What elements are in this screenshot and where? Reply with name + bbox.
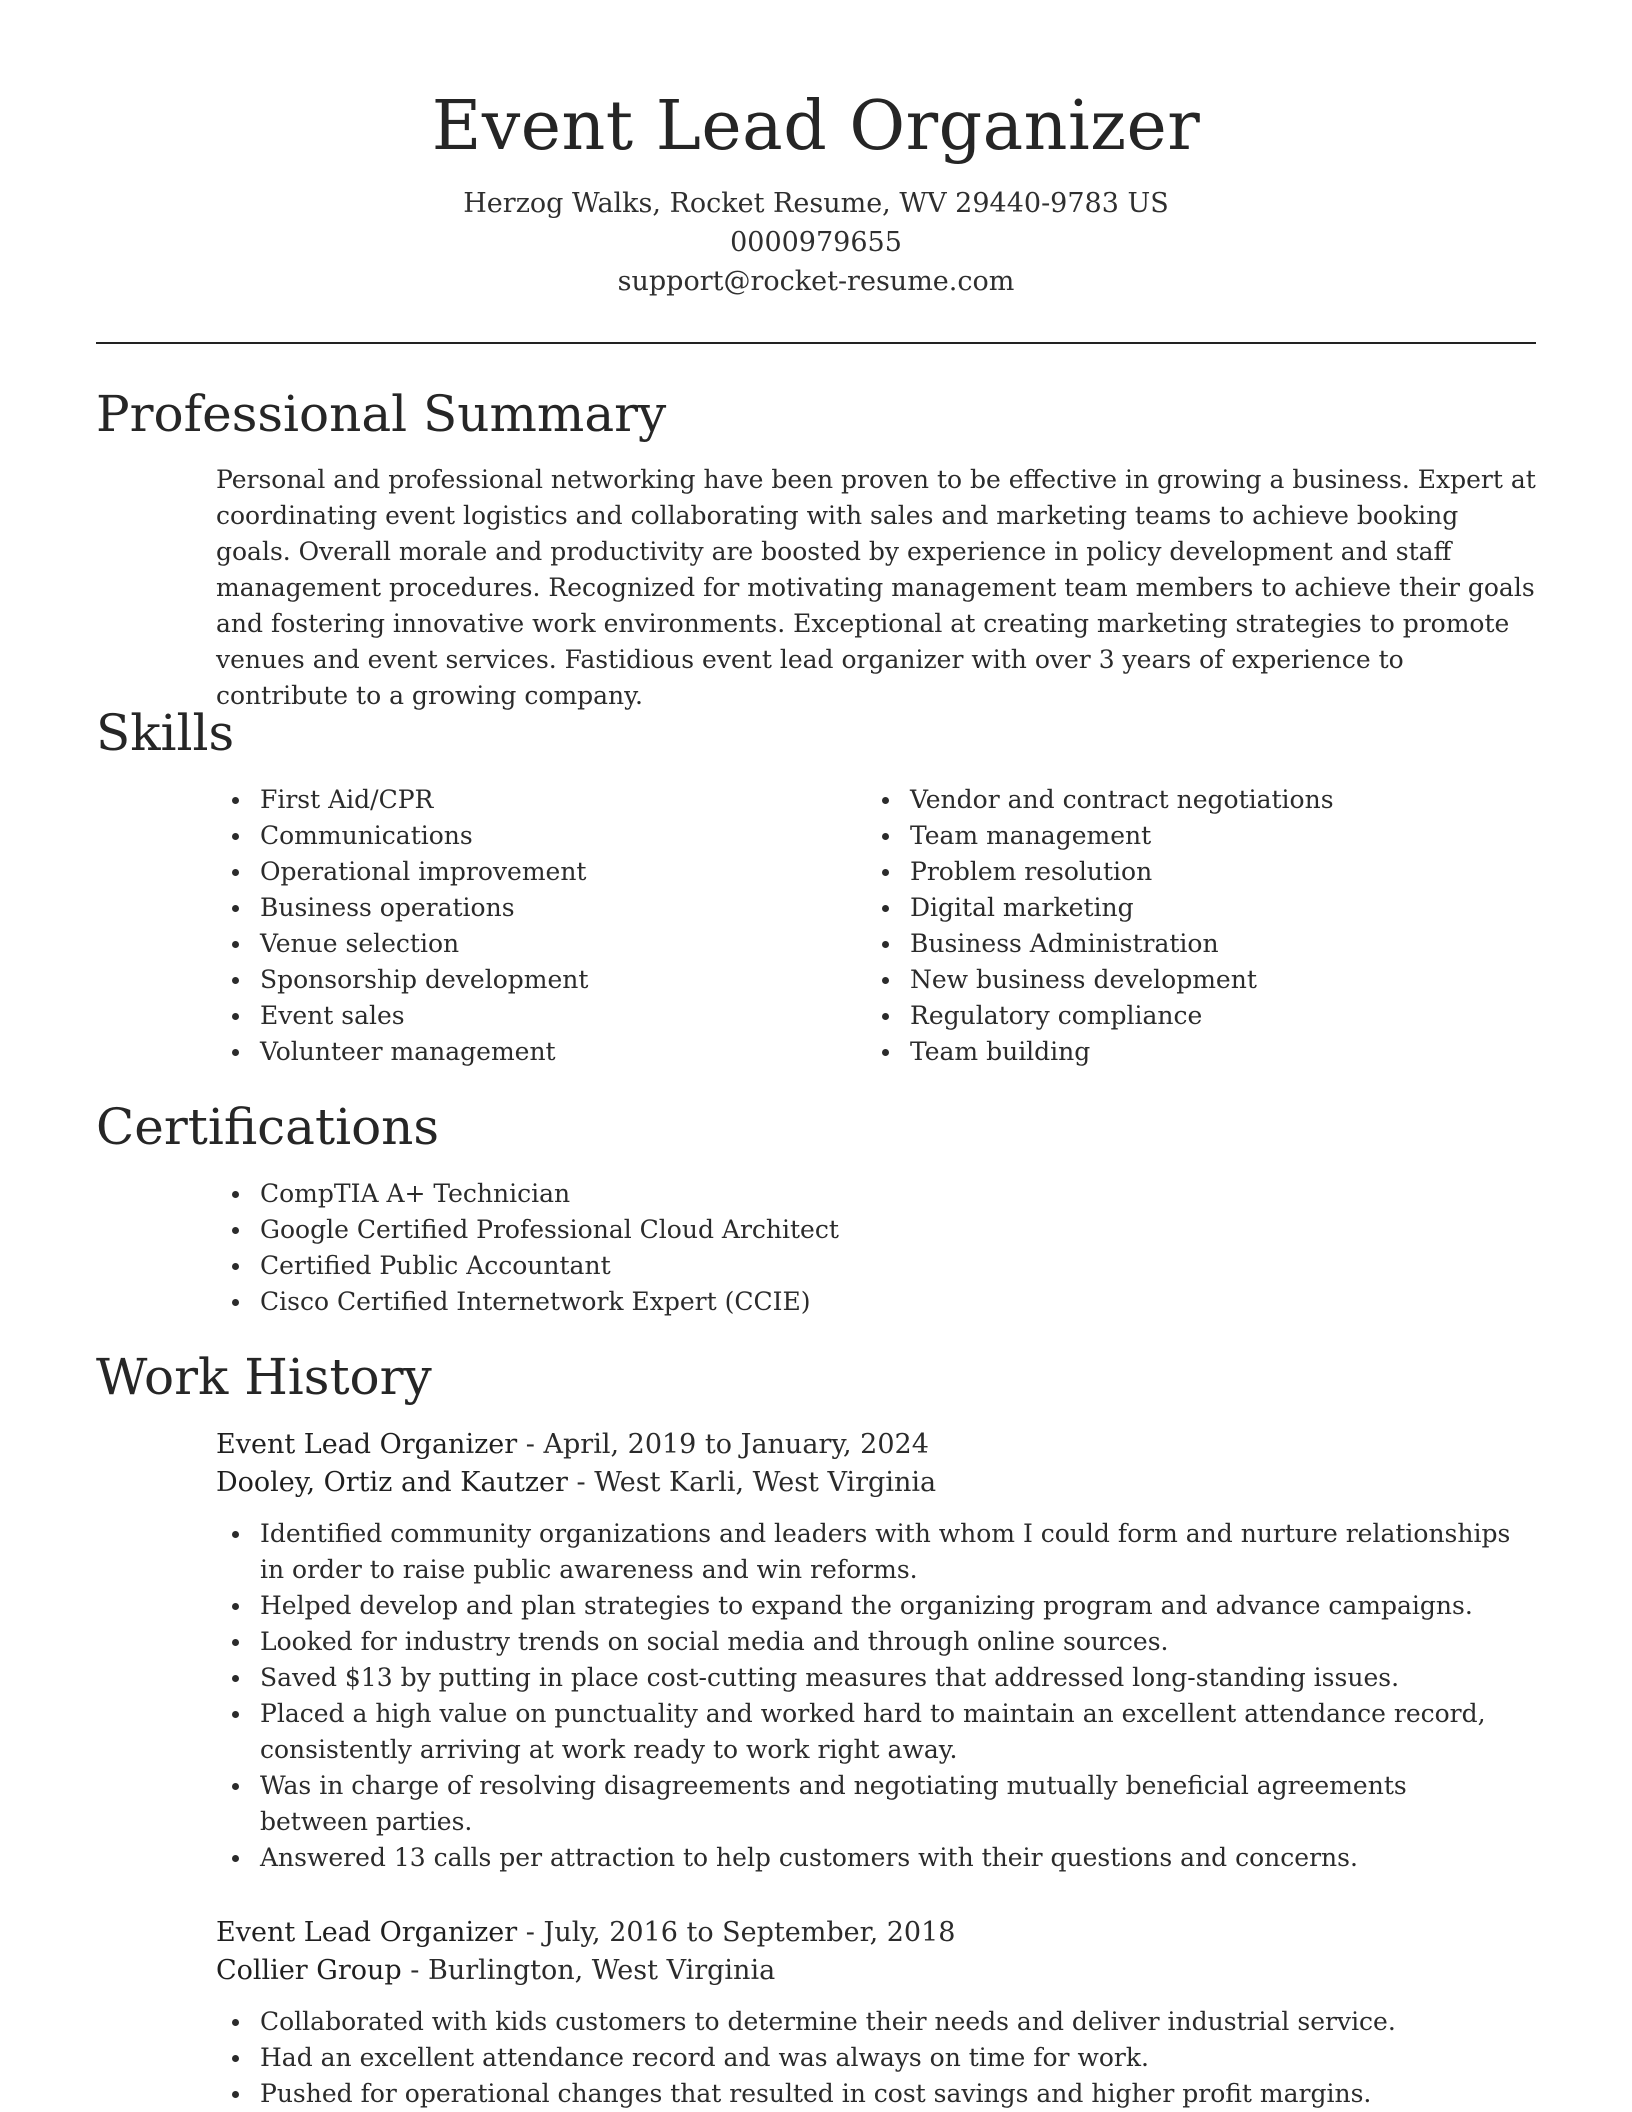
job-duty: Had an excellent attendance record and was always on time for work. xyxy=(216,2040,1516,2076)
skill-item: Digital marketing xyxy=(866,890,1506,926)
job-dates: July, 2016 to September, 2018 xyxy=(543,1917,956,1948)
summary-heading: Professional Summary xyxy=(96,385,667,443)
job-location: Burlington, West Virginia xyxy=(428,1955,776,1986)
skills-list-right xyxy=(866,782,1506,1070)
contact-address: Herzog Walks, Rocket Resume, WV 29440-9783 US xyxy=(463,188,1169,219)
skill-item: Team management xyxy=(866,818,1506,854)
certification-item: Cisco Certified Internetwork Expert (CCIE) xyxy=(216,1284,1516,1320)
summary-text: Personal and professional networking have been proven to be effective in growing a business. Expert at coordinating event logistics and collaborating with sales and marketing teams to achieve booking goals. Overall morale and productivity are boosted by experience in policy development and staff management procedures. Recognized for motivating management team members to achieve their goals and fostering innovative work environments. Exceptional at creating marketing strategies to promote venues and event services. Fastidious event lead organizer with over 3 years of experience to contribute to a growing company. xyxy=(216,465,1536,710)
job-company: Collier Group xyxy=(216,1955,402,1986)
job-role: Event Lead Organizer xyxy=(216,1429,518,1460)
skill-item: Volunteer management xyxy=(216,1034,856,1070)
separator: - xyxy=(525,1429,544,1460)
job-duty: Answered 13 calls per attraction to help customers with their questions and concerns. xyxy=(216,1840,1516,1876)
job-duty: Looked for industry trends on social media and through online sources. xyxy=(216,1624,1516,1660)
skill-item: Team building xyxy=(866,1034,1506,1070)
certification-item: Certified Public Accountant xyxy=(216,1248,1516,1284)
job-entry xyxy=(216,1914,1516,2112)
job-duty: Identified community organizations and leaders with whom I could form and nurture relationships in order to raise public awareness and win reforms. xyxy=(216,1516,1516,1588)
job-duty: Helped develop and plan strategies to expand the organizing program and advance campaigns. xyxy=(216,1588,1516,1624)
certification-item: Google Certified Professional Cloud Architect xyxy=(216,1212,1516,1248)
job-company-line xyxy=(216,1952,1516,1990)
contact-email: support@rocket-resume.com xyxy=(617,266,1015,297)
skill-item: Venue selection xyxy=(216,926,856,962)
work-history-heading: Work History xyxy=(96,1348,432,1406)
job-entry xyxy=(216,1426,1516,1876)
skill-item: New business development xyxy=(866,962,1506,998)
job-company-line xyxy=(216,1464,1516,1502)
skill-item: Event sales xyxy=(216,998,856,1034)
skill-item: Communications xyxy=(216,818,856,854)
skill-item: Operational improvement xyxy=(216,854,856,890)
separator: - xyxy=(410,1955,429,1986)
separator: - xyxy=(525,1917,544,1948)
skill-item: Problem resolution xyxy=(866,854,1506,890)
resume-header xyxy=(96,84,1536,301)
skill-item: Business Administration xyxy=(866,926,1506,962)
skills-list-left xyxy=(216,782,856,1070)
skill-item: First Aid/CPR xyxy=(216,782,856,818)
separator: - xyxy=(576,1467,595,1498)
skills-heading: Skills xyxy=(96,704,235,762)
job-duty: Was in charge of resolving disagreements and negotiating mutually beneficial agreements between parties. xyxy=(216,1768,1516,1840)
certifications-heading: Certifications xyxy=(96,1098,440,1156)
contact-phone: 0000979655 xyxy=(730,227,902,258)
certification-item: CompTIA A+ Technician xyxy=(216,1176,1516,1212)
job-duties-list xyxy=(216,1516,1516,1876)
job-duty: Collaborated with kids customers to determine their needs and deliver industrial service. xyxy=(216,2004,1516,2040)
skill-item: Vendor and contract negotiations xyxy=(866,782,1506,818)
job-duty: Placed a high value on punctuality and worked hard to maintain an excellent attendance record, consistently arriving at work ready to work right away. xyxy=(216,1696,1516,1768)
skill-item: Business operations xyxy=(216,890,856,926)
job-company: Dooley, Ortiz and Kautzer xyxy=(216,1467,568,1498)
certifications-list xyxy=(216,1176,1516,1320)
header-divider xyxy=(96,342,1536,344)
candidate-name: Event Lead Organizer xyxy=(431,87,1201,166)
skill-item: Regulatory compliance xyxy=(866,998,1506,1034)
job-dates: April, 2019 to January, 2024 xyxy=(543,1429,929,1460)
job-duties-list xyxy=(216,2004,1516,2112)
skill-item: Sponsorship development xyxy=(216,962,856,998)
job-location: West Karli, West Virginia xyxy=(594,1467,937,1498)
job-role: Event Lead Organizer xyxy=(216,1917,518,1948)
job-title-line xyxy=(216,1914,1516,1952)
job-duty: Saved $13 by putting in place cost-cutting measures that addressed long-standing issues. xyxy=(216,1660,1516,1696)
job-duty: Pushed for operational changes that resulted in cost savings and higher profit margins. xyxy=(216,2076,1516,2112)
job-title-line xyxy=(216,1426,1516,1464)
